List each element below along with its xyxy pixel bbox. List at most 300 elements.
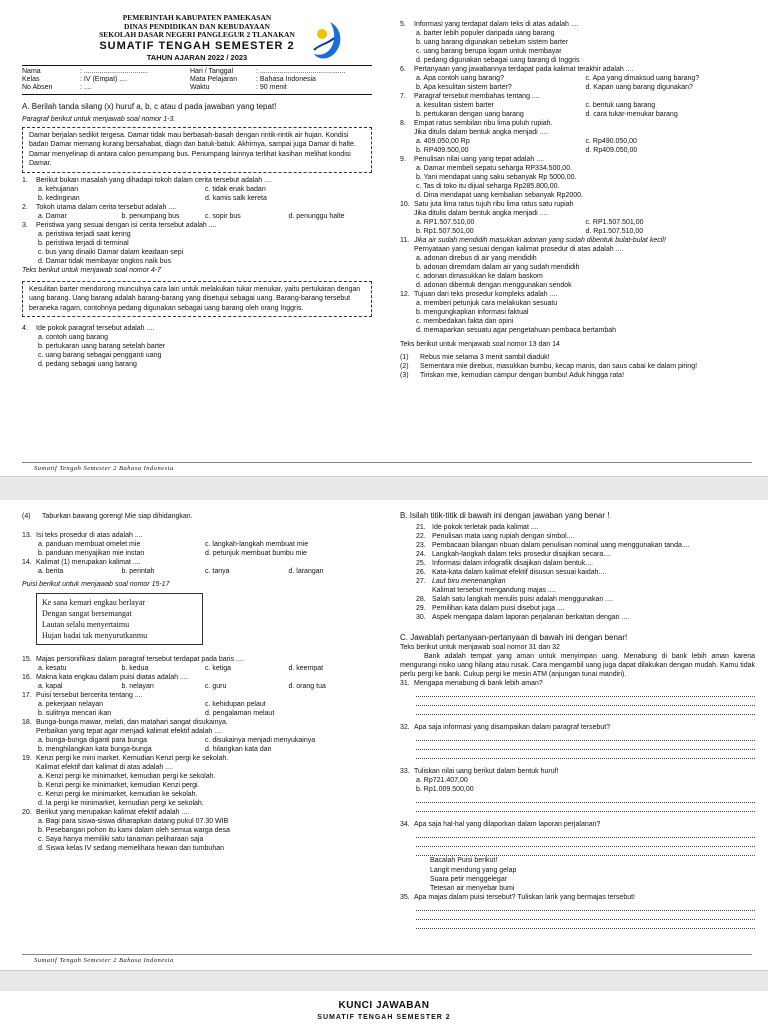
question-text: Aspek mengapa dalam laporan perjalanan berkaitan dengan .... bbox=[432, 614, 630, 621]
question-15 bbox=[22, 655, 372, 673]
question-number: 31. bbox=[400, 680, 410, 687]
answer-option[interactable]: b. menghilangkan kata bunga-bunga bbox=[38, 746, 152, 753]
question-text: Apa majas dalam puisi tersebut? Tuliskan larik yang bermajas tersebut! bbox=[414, 894, 635, 901]
question-8 bbox=[400, 119, 755, 155]
question-34 bbox=[400, 820, 755, 829]
answer-option[interactable]: b. perintah bbox=[121, 568, 155, 575]
question-text: Puisi tersebut bercerita tentang .... bbox=[36, 692, 143, 699]
reading-passage: Damar berjalan sedikit tergesa. Damar tidak mau berbasah-basah dengan rintik-rintik air hujan. Kondisi badan Damar memang kurang bersahabat, diagn dan batuk-batuk. Akhirnya, sampai juga Damar di halte. Damar menyelinap di antara calon penumpang bus. Penumpang lainnya terlihat kasihan melihat kondisi Damar. bbox=[22, 127, 372, 173]
passage-label: Paragraf berikut untuk menjawab soal nomor 1-3. bbox=[22, 115, 176, 123]
left-column-page2 bbox=[22, 512, 372, 853]
question-18 bbox=[22, 718, 372, 754]
question-stem bbox=[22, 655, 372, 664]
info-cell: : .... bbox=[80, 83, 92, 91]
question-number: 16. bbox=[22, 674, 32, 681]
header-line: SEKOLAH DASAR NEGERI PANGLEGUR 2 TLANAKAN bbox=[99, 30, 295, 39]
answer-option[interactable]: d. adonan dibentuk dengan menggunakan sendok bbox=[416, 282, 572, 289]
answer-option[interactable]: b. adonan diremdam dalam air yang sudah mendidih bbox=[416, 264, 580, 271]
question-text: Makna kata engkau dalam puisi diatas adalah .... bbox=[36, 674, 188, 681]
answer-option[interactable]: c. bentuk uang barang bbox=[585, 102, 656, 109]
page-1 bbox=[0, 0, 768, 476]
header-line: DINAS PENDIDIKAN DAN KEBUDAYAAN bbox=[124, 21, 270, 31]
question-number: 35. bbox=[400, 894, 410, 901]
question-stem bbox=[22, 691, 372, 700]
fill-question bbox=[400, 550, 755, 559]
question-number: 13. bbox=[22, 532, 32, 539]
question-number: 27. bbox=[416, 578, 426, 585]
question-number: 3. bbox=[22, 221, 28, 229]
right-column-page2 bbox=[400, 510, 755, 929]
question-text: Bunga-bunga mawar, melati, dan matahari sangat disukainya. bbox=[36, 719, 228, 726]
info-cell: : 90 menit bbox=[256, 83, 287, 91]
answer-line[interactable] bbox=[416, 803, 755, 812]
question-number: 1. bbox=[22, 176, 28, 184]
question-text: Langkah-langkah dalam teks prosedur disajikan secara.... bbox=[432, 551, 611, 558]
answer-option[interactable]: a. 409.050,00 Rp bbox=[416, 138, 470, 145]
procedure-step-4 bbox=[22, 512, 372, 521]
answer-option[interactable]: b. Rp1.507.501,00 bbox=[416, 228, 474, 235]
passage-label: Teks berikut untuk menjawab soal nomor 4-7 bbox=[22, 266, 162, 274]
divider bbox=[22, 65, 372, 66]
answer-option[interactable]: d. pengalaman melaut bbox=[205, 710, 275, 717]
answer-options bbox=[22, 230, 372, 266]
answer-line[interactable] bbox=[416, 847, 755, 856]
answer-option[interactable]: c. disukainya menjadi menyukainya bbox=[205, 737, 316, 744]
question-number: 14. bbox=[22, 559, 32, 566]
question-text: Majas personifikasi dalam paragraf tersebut terdapat pada baris .... bbox=[36, 656, 244, 663]
question-20 bbox=[22, 808, 372, 853]
answer-options bbox=[400, 164, 755, 200]
question-31 bbox=[400, 679, 755, 688]
answer-options bbox=[22, 540, 372, 558]
answer-options bbox=[400, 776, 755, 794]
question-text: Kenzi pergi ke mini market. Kemudian Kenzi pergi ke sekolah. bbox=[36, 755, 229, 762]
answer-option[interactable]: b. Apa kesulitan sistem barter? bbox=[416, 84, 512, 91]
question-stem bbox=[22, 203, 372, 212]
answer-line[interactable] bbox=[416, 750, 755, 759]
step-text: Sementara mie direbus, masukkan bumbu, kecap manis, dan saus cabai ke dalam piring! bbox=[420, 363, 698, 370]
question-32 bbox=[400, 723, 755, 732]
answer-options bbox=[400, 254, 755, 290]
question-number: 10. bbox=[400, 201, 410, 208]
question-number: 2. bbox=[22, 203, 28, 211]
answer-option[interactable]: a. pekerjaan nelayan bbox=[38, 701, 103, 708]
answer-line[interactable] bbox=[416, 902, 755, 911]
fill-question bbox=[400, 586, 755, 595]
question-12 bbox=[400, 290, 755, 335]
question-text: Mengapa menabung di bank lebih aman? bbox=[414, 680, 543, 687]
question-stem bbox=[400, 290, 755, 299]
step-text: Taburkan bawang goreng! Mie siap dihidangkan. bbox=[42, 513, 193, 520]
answer-option[interactable]: a. Rp721.407,00 bbox=[416, 777, 468, 784]
answer-option[interactable]: c. Apa yang dimaksud uang barang? bbox=[585, 75, 700, 82]
question-stem bbox=[22, 673, 372, 682]
answer-options bbox=[400, 218, 755, 236]
answer-option[interactable]: c. tanya bbox=[205, 568, 230, 575]
answer-options bbox=[22, 185, 372, 203]
procedure-step bbox=[400, 353, 755, 362]
page-gap bbox=[0, 476, 768, 502]
answer-option[interactable]: b. kedinginan bbox=[38, 194, 80, 202]
answer-option[interactable]: d. pedang digunakan sebagai uang barang di Inggris bbox=[416, 57, 580, 64]
fill-question bbox=[400, 577, 755, 586]
question-subtext: Pernyataan yang sesuai dengan kalimat prosedur di atas adalah .... bbox=[414, 246, 624, 253]
question-text: Empat ratus sembilan ribu lima puluh rupiah. bbox=[414, 120, 553, 127]
poem-line: Lautan selalu menyertaimu bbox=[42, 620, 130, 629]
answer-option[interactable]: a. Kenzi pergi ke minimarket, kemudian pergi ke sekolah. bbox=[38, 773, 216, 780]
question-text: Pembacaan bilangan ribuan dalam penulisan nominal uang menggunakan tanda.... bbox=[432, 542, 690, 549]
answer-key-subtitle: SUMATIF TENGAH SEMESTER 2 bbox=[317, 1014, 451, 1021]
answer-option[interactable]: a. kesulitan sistem barter bbox=[416, 102, 494, 109]
question-number: 23. bbox=[416, 542, 426, 549]
answer-option[interactable]: d. hilangkan kata dan bbox=[205, 746, 272, 753]
question-number: 18. bbox=[22, 719, 32, 726]
answer-line[interactable] bbox=[416, 732, 755, 741]
answer-option[interactable]: c. RP1.507.501,00 bbox=[585, 219, 644, 226]
answer-option[interactable]: b. Rp1.009.500,00 bbox=[416, 786, 474, 793]
answer-option[interactable]: d. Siswa kelas IV sedang memelihara hewan dan tumbuhan bbox=[38, 845, 224, 852]
question-stem bbox=[400, 92, 755, 101]
footer-rule bbox=[22, 462, 752, 463]
answer-option[interactable]: c. membedakan fakta dan opini bbox=[416, 318, 514, 325]
info-cell: Waktu bbox=[190, 83, 210, 91]
answer-option[interactable]: d. Damar tidak membayar ongkos naik bus bbox=[38, 257, 172, 265]
question-number: 11. bbox=[400, 237, 410, 244]
question-stem bbox=[400, 155, 755, 164]
answer-line[interactable] bbox=[416, 920, 755, 929]
answer-options bbox=[22, 664, 372, 673]
fill-question bbox=[400, 523, 755, 532]
question-17 bbox=[22, 691, 372, 718]
question-number: 20. bbox=[22, 809, 32, 816]
answer-options bbox=[22, 700, 372, 718]
answer-option[interactable]: b. kedua bbox=[121, 665, 149, 672]
answer-option[interactable]: a. kesatu bbox=[38, 665, 67, 672]
question-subtext: Jika ditulis dalam bentuk angka menjadi .... bbox=[414, 210, 548, 217]
question-number: 17. bbox=[22, 692, 32, 699]
poem-line: Langit mendung yang gelap bbox=[430, 867, 517, 874]
question-subtext: Perbaikan yang tepat agar menjadi kalimat efektif adalah .... bbox=[36, 728, 222, 735]
answer-key-heading bbox=[0, 1000, 768, 1021]
answer-option[interactable]: a. RP1.507.510,00 bbox=[416, 219, 475, 226]
info-cell: : IV (Empat) .... bbox=[80, 75, 128, 83]
question-stem bbox=[400, 236, 755, 245]
question-14 bbox=[22, 558, 372, 576]
answer-option[interactable]: c. sopir bus bbox=[205, 212, 241, 220]
poem-line: Hujan badai tak menyurutkanmu bbox=[42, 631, 148, 640]
answer-option[interactable]: b. mengungkapkan informasi faktual bbox=[416, 309, 529, 316]
answer-option[interactable]: d. Dina mendapat uang kembalian sebanyak Rp2000. bbox=[416, 192, 583, 199]
answer-option[interactable]: c. uang barang sebagai pengganti uang bbox=[38, 352, 162, 359]
fill-in-questions bbox=[400, 523, 755, 622]
answer-option[interactable]: c. uang barang berupa logam untuk membayar bbox=[416, 48, 562, 55]
question-stem bbox=[22, 808, 372, 817]
procedure-step bbox=[22, 512, 372, 521]
essay-label: Teks berikut untuk menjawab soal nomor 31 dan 32 bbox=[400, 644, 560, 651]
question-number: 28. bbox=[416, 596, 426, 603]
question-stem bbox=[22, 558, 372, 567]
info-cell: : ............................................ bbox=[256, 67, 346, 75]
answer-options bbox=[400, 29, 755, 65]
question-text: Kata-kata dalam kalimat efektif disusun sesuai kaidah.... bbox=[432, 569, 607, 576]
question-number: 7. bbox=[400, 93, 406, 100]
question-stem bbox=[22, 221, 372, 230]
poem-label: Puisi berikut untuk menjawab soal nomor 15-17 bbox=[22, 581, 170, 588]
question-number: 30. bbox=[416, 614, 426, 621]
answer-option[interactable]: b. Kenzi pergi ke minimarket, kemudian Kenzi pergi. bbox=[38, 782, 200, 789]
question-text: Apa saja hal-hal yang dilaporkan dalam laporan perjalanan? bbox=[414, 821, 601, 828]
section-b-instruction: B. Isilah titik-titik di bawah ini dengan jawaban yang benar ! bbox=[400, 511, 610, 520]
fill-question bbox=[400, 559, 755, 568]
answer-option[interactable]: c. kehidupan pelaut bbox=[205, 701, 266, 708]
question-text: Kalimat (1) merupakan kalimat .... bbox=[36, 559, 141, 566]
question-text: Apa saja informasi yang disampaikan dalam paragraf tersebut? bbox=[414, 724, 611, 731]
question-stem bbox=[400, 820, 755, 829]
question-stem bbox=[22, 718, 372, 727]
question-number: 6. bbox=[400, 66, 406, 73]
answer-option[interactable]: d. Rp1.507.510,00 bbox=[585, 228, 644, 235]
question-11 bbox=[400, 236, 755, 290]
answer-option[interactable]: c. Rp490.050,00 bbox=[585, 138, 637, 145]
question-stem bbox=[400, 767, 755, 776]
page-footer: Sumatif Tengah Semester 2 Bahasa Indonesia bbox=[34, 957, 174, 964]
answer-option[interactable]: d. Rp409.050,00 bbox=[585, 147, 638, 154]
question-stem bbox=[22, 754, 372, 763]
poem-line: Ke sana kemari engkau berlayar bbox=[42, 598, 146, 607]
question-stem bbox=[400, 119, 755, 128]
info-cell: : ................................. bbox=[80, 67, 149, 75]
answer-options bbox=[22, 333, 372, 369]
answer-options bbox=[400, 74, 755, 92]
question-1 bbox=[22, 176, 372, 203]
answer-option[interactable]: a. Damar bbox=[38, 212, 67, 220]
student-info-grid bbox=[22, 68, 372, 92]
procedure-label: Teks berikut untuk menjawab soal nomor 13 dan 14 bbox=[400, 341, 560, 348]
poem-lines bbox=[400, 866, 755, 893]
answer-option[interactable]: b. RP409.500,00 bbox=[416, 147, 469, 154]
question-number: 21. bbox=[416, 524, 426, 531]
answer-option[interactable]: a. barter lebih populer daripada uang barang bbox=[416, 30, 555, 37]
poem-line: Dengan sangat bersemangat bbox=[42, 609, 132, 618]
question-9 bbox=[400, 155, 755, 200]
question-number: 15. bbox=[22, 656, 32, 663]
answer-option[interactable]: c. Saya hanya memiliki satu tanaman peliharaan saja bbox=[38, 836, 204, 843]
question-text: Peristiwa yang sesuai dengan isi cerita tersebut adalah .... bbox=[36, 221, 217, 229]
answer-options bbox=[22, 817, 372, 853]
answer-options bbox=[22, 567, 372, 576]
answer-line[interactable] bbox=[416, 706, 755, 715]
reading-passage: Kesulitan barter mendorong munculnya cara lain untuk melakukan tukar menukar, yaitu pertukaran dengan uang barang. Uang barang adalah barang-barang yang disetujui sebagai uang. Barang-barang tersebut beraneka ragam, contohnya pedang digunakan sebagai uang barang oleh orang Inggris. bbox=[22, 281, 372, 318]
question-text: Pemilihan kata dalam puisi disebut juga .... bbox=[432, 605, 565, 612]
step-text: Tiriskan mie, kemudian campur dengan bumbu! Aduk hingga rata! bbox=[420, 372, 625, 379]
question-stem bbox=[22, 176, 372, 185]
answer-option[interactable]: b. panduan menyajikan mie instan bbox=[38, 550, 145, 557]
answer-option[interactable]: c. adonan dimasukkan ke dalam baskom bbox=[416, 273, 543, 280]
answer-option[interactable]: a. Apa contoh uang barang? bbox=[416, 75, 504, 82]
answer-line[interactable] bbox=[416, 688, 755, 697]
question-number: 34. bbox=[400, 821, 410, 828]
answer-option[interactable]: d. Kapan uang barang digunakan? bbox=[585, 84, 693, 91]
question-text: Penulisan nilai uang yang tepat adalah .... bbox=[414, 156, 544, 163]
question-number: 32. bbox=[400, 724, 410, 731]
info-cell: Kelas bbox=[22, 75, 40, 83]
procedure-steps bbox=[400, 353, 755, 380]
answer-options bbox=[22, 682, 372, 691]
poem-box bbox=[36, 593, 203, 645]
answer-option[interactable]: b. sulitnya mencari ikan bbox=[38, 710, 112, 717]
answer-line[interactable] bbox=[416, 911, 755, 920]
procedure-step bbox=[400, 362, 755, 371]
question-stem bbox=[22, 324, 372, 333]
question-text: Berikut yang merupakan kalimat efektif adalah .... bbox=[36, 809, 190, 816]
answer-options bbox=[22, 772, 372, 808]
answer-option[interactable]: a. Bagi para siswa-siswa diharapkan datang pukul 07.30 WIB bbox=[38, 818, 229, 825]
info-cell: No Absen bbox=[22, 83, 53, 91]
question-text: Isi teks prosedur di atas adalah .... bbox=[36, 532, 143, 539]
question-text: Paragraf tersebut membahas tentang .... bbox=[414, 93, 540, 100]
answer-option[interactable]: c. guru bbox=[205, 683, 227, 690]
answer-option[interactable]: c. langkah-langkah membuat mie bbox=[205, 541, 309, 548]
answer-options bbox=[400, 101, 755, 119]
question-35 bbox=[400, 893, 755, 902]
section-c-instruction: C. Jawablah pertanyaan-pertanyaan di bawah ini dengan benar! bbox=[400, 633, 628, 642]
info-cell: Mata Pelajaran bbox=[190, 75, 238, 83]
question-subtext: Kalimat efektif dari kalimat di atas adalah .... bbox=[36, 764, 173, 771]
question-3 bbox=[22, 221, 372, 266]
step-number: (3) bbox=[400, 372, 409, 379]
answer-option[interactable]: d. petunjuk membuat bumbu mie bbox=[205, 550, 307, 557]
question-6 bbox=[400, 65, 755, 92]
question-text: Ide pokok paragraf tersebut adalah .... bbox=[36, 325, 155, 332]
answer-option[interactable]: a. kapal bbox=[38, 683, 63, 690]
answer-option[interactable]: b. peristiwa terjadi di terminal bbox=[38, 239, 129, 247]
poem-line: Suara petir menggelegar bbox=[430, 876, 508, 883]
answer-option[interactable]: a. contoh uang barang bbox=[38, 334, 109, 341]
fill-question bbox=[400, 568, 755, 577]
answer-line[interactable] bbox=[416, 697, 755, 706]
answer-option[interactable]: d. penunggu halte bbox=[288, 212, 345, 220]
school-year: TAHUN AJARAN 2022 / 2023 bbox=[146, 52, 248, 62]
answer-option[interactable]: d. pedang sebagai uang barang bbox=[38, 361, 137, 368]
header-line: PEMERINTAH KABUPATEN PAMEKASAN bbox=[122, 13, 272, 22]
fill-question bbox=[400, 613, 755, 622]
answer-option[interactable]: b. pertukaran dengan uang barang bbox=[416, 111, 524, 118]
question-text: Informasi yang terdapat dalam teks di atas adalah .... bbox=[414, 21, 579, 28]
answer-option[interactable]: d. memaparkan sesuatu agar pengetahuan pembaca bertambah bbox=[416, 327, 617, 334]
question-number: 5. bbox=[400, 21, 406, 28]
question-number: 9. bbox=[400, 156, 406, 163]
question-19 bbox=[22, 754, 372, 808]
question-number: 29. bbox=[416, 605, 426, 612]
essay-passage: Bank adalah tempat yang aman untuk menyimpan uang. Menabung di bank lebih aman karena mengurangi risiko uang hilang atau rusak. Cara mengambil uang juga dapat dilakukan dengan mudah. Kamu tidak perlu pergi ke bank. Cukup pergi ke mesin ATM (anjungan tunai mandiri). bbox=[400, 653, 755, 678]
question-text: Salah satu langkah menulis puisi adalah menggunakan .... bbox=[432, 596, 613, 603]
question-subtext: Jika ditulis dalam bentuk angka menjadi .... bbox=[414, 129, 548, 136]
question-number: 26. bbox=[416, 569, 426, 576]
question-text: Tujuan dari teks prosedur kompleks adalah .... bbox=[414, 291, 558, 298]
question-2 bbox=[22, 203, 372, 221]
answer-option[interactable]: a. Damar membeli sepatu seharga RP334.500,00. bbox=[416, 165, 573, 172]
question-number: 25. bbox=[416, 560, 426, 567]
question-stem bbox=[400, 200, 755, 209]
answer-option[interactable]: b. pertukaran uang barang setelah barter bbox=[38, 343, 166, 350]
answer-option[interactable]: a. kehujanan bbox=[38, 185, 79, 193]
right-column-page1 bbox=[400, 20, 755, 380]
answer-option[interactable]: b. Pesebangan pohon itu kami dalam oleh semua warga desa bbox=[38, 827, 230, 834]
answer-line[interactable] bbox=[416, 838, 755, 847]
answer-option[interactable]: c. Kenzi pergi ke minimarket, kemudian ke sekolah. bbox=[38, 791, 198, 798]
question-5 bbox=[400, 20, 755, 65]
answer-option[interactable]: d. kamis salk kereta bbox=[205, 194, 267, 202]
question-4 bbox=[22, 324, 372, 369]
answer-options bbox=[400, 299, 755, 335]
answer-option[interactable]: a. berita bbox=[38, 568, 64, 575]
question-text: Pertanyaan yang jawabannya terdapat pada kalimat terakhir adalah .... bbox=[414, 66, 634, 73]
question-number: 8. bbox=[400, 120, 406, 127]
question-text: Ide pokok terletak pada kalimat .... bbox=[432, 524, 539, 531]
answer-option[interactable]: c. ketiga bbox=[205, 665, 232, 672]
question-stem bbox=[400, 679, 755, 688]
answer-option[interactable]: d. orang tua bbox=[288, 683, 326, 690]
question-number: 19. bbox=[22, 755, 32, 762]
info-cell: : Bahasa Indonesia bbox=[256, 75, 316, 83]
left-column-page1 bbox=[22, 14, 372, 369]
answer-option[interactable]: b. nelayan bbox=[121, 683, 154, 690]
answer-option[interactable]: d. Ia pergi ke minimarket, kemudian pergi ke sekolah. bbox=[38, 800, 204, 807]
answer-option[interactable]: c. bus yang dinaiki Damar dalam keadaan sepi bbox=[38, 248, 184, 256]
answer-line[interactable] bbox=[416, 794, 755, 803]
question-text: Informasi dalam infografik disajikan dalam bentuk.... bbox=[432, 560, 594, 567]
fill-question bbox=[400, 541, 755, 550]
answer-option[interactable]: d. cara tukar-menukar barang bbox=[585, 111, 678, 118]
divider bbox=[22, 94, 372, 95]
question-7 bbox=[400, 92, 755, 119]
answer-option[interactable]: b. penumpang bus bbox=[121, 212, 180, 220]
answer-option[interactable]: d. larangan bbox=[288, 568, 324, 575]
answer-option[interactable]: d. keempat bbox=[288, 665, 324, 672]
answer-line[interactable] bbox=[416, 741, 755, 750]
step-number: (1) bbox=[400, 354, 409, 361]
poem-label: Bacalah Puisi berikut! bbox=[430, 857, 498, 864]
fill-question bbox=[400, 604, 755, 613]
answer-option[interactable]: c. tidak enak badan bbox=[205, 185, 266, 193]
answer-option[interactable]: a. adonan direbus di air yang mendidih bbox=[416, 255, 537, 262]
question-16 bbox=[22, 673, 372, 691]
answer-option[interactable]: a. panduan membuat omelet mie bbox=[38, 541, 141, 548]
question-text: Tokoh utama dalam cerita tersebut adalah .... bbox=[36, 203, 177, 211]
answer-key-title: KUNCI JAWABAN bbox=[338, 1000, 430, 1011]
page-gap bbox=[0, 970, 768, 991]
poem-line: Tetesan air menyebar bumi bbox=[430, 885, 515, 892]
answer-option[interactable]: b. uang barang digunakan sebelum sistem barter bbox=[416, 39, 569, 46]
question-text: Satu juta lima ratus tujuh ribu lima ratus satu rupiah bbox=[414, 201, 574, 208]
answer-option[interactable]: a. memberi petunjuk cara melakukan sesuatu bbox=[416, 300, 558, 307]
question-stem bbox=[22, 531, 372, 540]
answer-options bbox=[400, 137, 755, 155]
answer-option[interactable]: b. Yani mendapat uang saku sebanyak Rp 5000,00. bbox=[416, 174, 577, 181]
question-13 bbox=[22, 531, 372, 558]
answer-option[interactable]: c. Tas di toko itu dijual seharga Rp285.800,00. bbox=[416, 183, 560, 190]
fill-question bbox=[400, 532, 755, 541]
answer-options bbox=[22, 212, 372, 221]
answer-line[interactable] bbox=[416, 829, 755, 838]
fill-question bbox=[400, 595, 755, 604]
answer-option[interactable]: a. peristiwa terjadi saat kering bbox=[38, 230, 131, 238]
footer-rule bbox=[22, 954, 752, 955]
info-cell: Hari / Tanggal bbox=[190, 67, 234, 75]
question-text: Berikut bukan masalah yang dihadapi tokoh dalam cerita tersebut adalah .... bbox=[36, 176, 272, 184]
answer-option[interactable]: a. bunga-bunga diganti para bunga bbox=[38, 737, 147, 744]
question-stem bbox=[400, 20, 755, 29]
